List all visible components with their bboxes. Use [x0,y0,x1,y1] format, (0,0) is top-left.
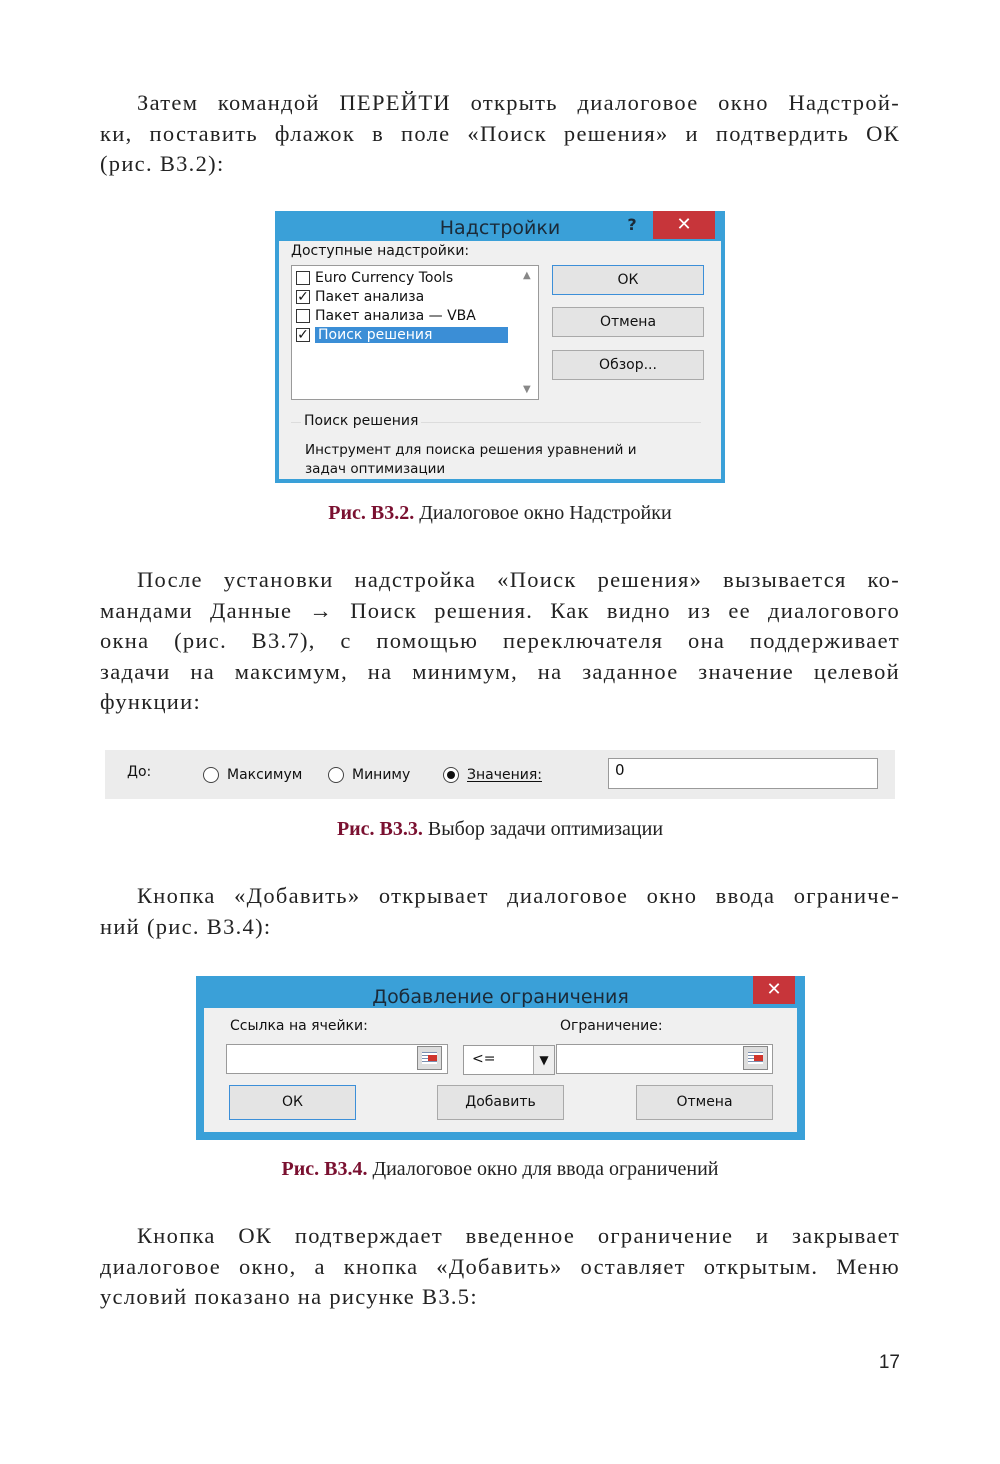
list-item-label: Пакет анализа — VBA [315,308,476,324]
addins-list[interactable] [291,265,539,400]
list-item[interactable] [296,307,476,325]
text-line: мандами Данные → Поиск решения. Как видно из ее диалогового [100,597,900,623]
radio-label: Максимум [227,767,303,783]
optimization-goal-strip [105,750,895,799]
figure-caption [0,502,1000,525]
description-line: задач оптимизации [305,461,446,477]
addins-dialog [275,211,725,483]
value-input[interactable]: 0 [608,758,878,789]
list-item-label: Пакет анализа [315,289,425,305]
caption-number: Рис. В3.3. [336,818,423,840]
addin-description [305,441,637,479]
dialog-title: Надстройки [439,217,561,239]
list-item[interactable] [296,288,424,306]
add-button[interactable]: Добавить [437,1085,564,1120]
dialog-body [279,241,721,479]
cell-reference-input[interactable] [226,1044,448,1074]
ok-button[interactable]: ОК [229,1085,356,1120]
caption-number: Рис. В3.4. [281,1158,368,1180]
text-line: диалоговое окно, а кнопка «Добавить» оставляет открытым. Меню [100,1253,900,1279]
paragraph-2 [100,565,900,718]
text-line: окна (рис. В3.7), с помощью переключателя она поддерживает [100,628,900,653]
radio-label: Миниму [352,767,411,783]
constraint-label: Ограничение: [560,1018,663,1034]
caption-text: Выбор задачи оптимизации [427,818,664,840]
scroll-down-icon[interactable]: ▼ [523,384,531,395]
range-select-icon[interactable] [743,1046,768,1070]
available-addins-label: Доступные надстройки: [291,243,470,259]
help-button[interactable]: ? [627,215,637,234]
dialog-title: Добавление ограничения [372,986,629,1008]
radio-value[interactable] [443,767,459,783]
group-title: Поиск решения [301,413,421,429]
constraint-input[interactable] [556,1044,773,1074]
checkbox[interactable] [296,309,310,323]
paragraph-3 [100,881,900,942]
dialog-body [204,1008,797,1132]
radio-minimum[interactable] [328,767,344,783]
text-line: функции: [100,689,202,714]
checkbox[interactable] [296,271,310,285]
cancel-button[interactable]: Отмена [636,1085,773,1120]
ok-button[interactable]: ОК [552,265,704,295]
text-line: После установки надстройка «Поиск решения» вызывается ко- [137,567,900,592]
description-group [291,413,701,481]
description-line: Инструмент для поиска решения уравнений и [305,442,637,458]
paragraph-4 [100,1221,900,1313]
scroll-up-icon[interactable]: ▲ [523,270,531,281]
cancel-button[interactable]: Отмена [552,307,704,337]
cell-reference-label: Ссылка на ячейки: [230,1018,368,1034]
close-button[interactable]: ✕ [653,211,715,239]
list-item-label: Euro Currency Tools [315,270,454,286]
text-line: ки, поставить флажок в поле «Поиск решения» и подтвердить ОК [100,120,900,146]
figure-caption [0,818,1000,841]
list-item-label: Поиск решения [315,327,508,343]
operator-value: <= [472,1051,496,1067]
range-select-icon[interactable] [417,1046,442,1070]
page-number: 17 [878,1352,900,1373]
text-line: задачи на максимум, на минимум, на заданное значение целевой [100,658,900,684]
checkbox[interactable]: ✓ [297,327,309,343]
figure-caption [0,1158,1000,1181]
add-constraint-dialog [196,976,805,1140]
text-line: условий показано на рисунке В3.5: [100,1284,478,1309]
paragraph-1 [100,88,900,180]
chevron-down-icon[interactable]: ▼ [533,1046,554,1074]
caption-text: Диалоговое окно Надстройки [419,502,672,524]
caption-number: Рис. В3.2. [328,502,415,524]
text-line: Кнопка «Добавить» открывает диалоговое окно ввода ограниче- [137,883,900,908]
operator-select[interactable] [463,1045,555,1075]
radio-label: Значения: [467,767,542,783]
text-line: Кнопка ОК подтверждает введенное ограничение и закрывает [137,1223,900,1248]
text-line: Затем командой ПЕРЕЙТИ открыть диалоговое окно Надстрой- [137,90,900,115]
text-line: (рис. В3.2): [100,151,225,176]
browse-button[interactable]: Обзор... [552,350,704,380]
close-button[interactable]: ✕ [753,976,795,1004]
list-item[interactable] [296,326,508,344]
list-item[interactable] [296,269,453,287]
text-line: ний (рис. В3.4): [100,913,272,939]
radio-maximum[interactable] [203,767,219,783]
caption-text: Диалоговое окно для ввода ограничений [372,1158,719,1180]
checkbox[interactable]: ✓ [297,289,309,305]
to-label: До: [127,764,152,780]
